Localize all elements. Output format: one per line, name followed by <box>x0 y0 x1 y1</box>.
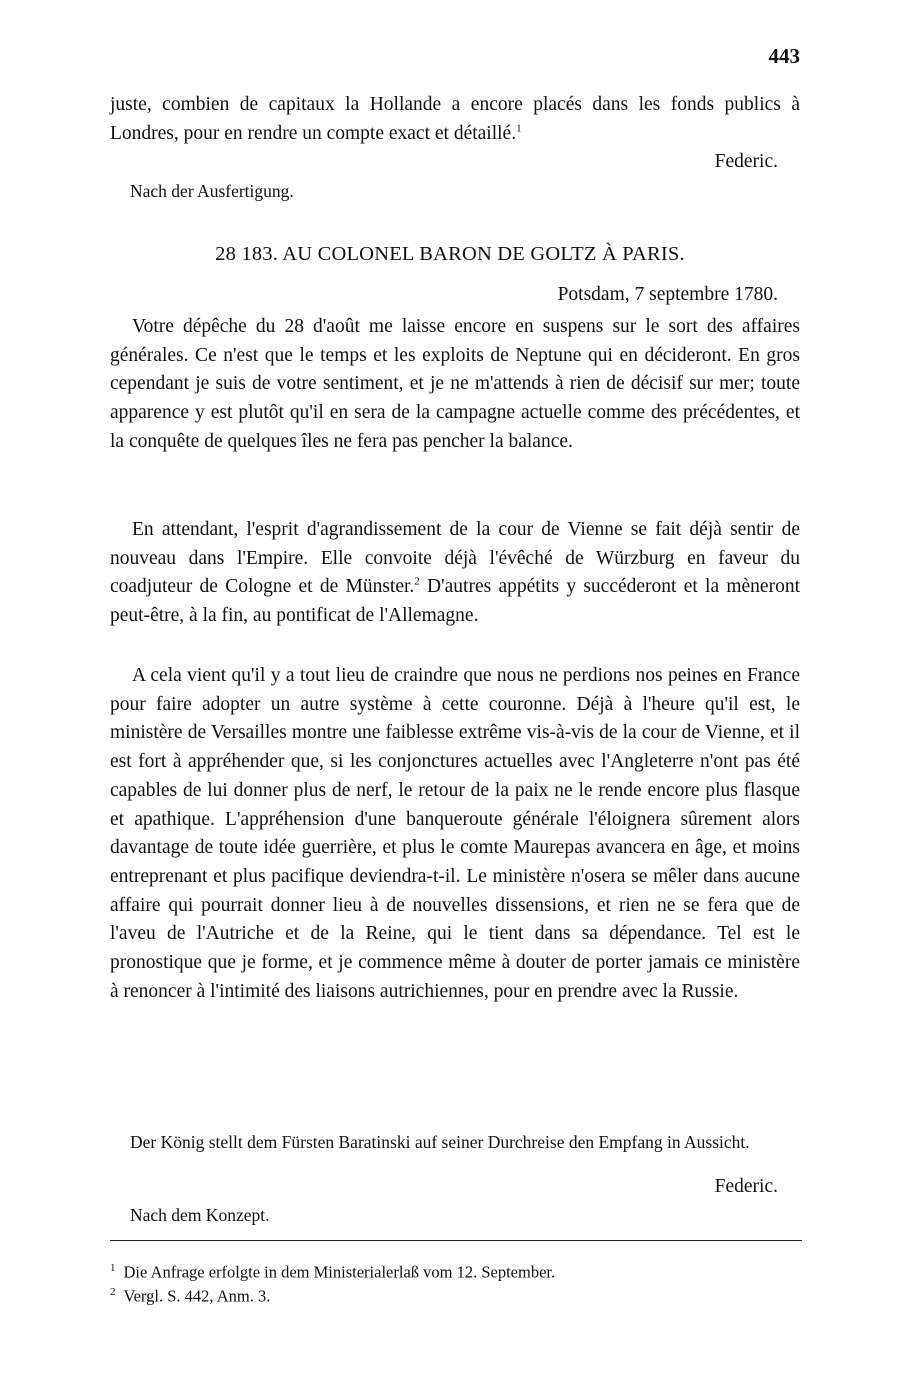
signature-1: Federic. <box>714 151 778 172</box>
footnote-2-mark: 2 <box>110 1286 116 1298</box>
paragraph-2-continuation: D'autres appétits y succéderont et la mèneront peut-être, à la fin, au pontificat de l'Allemagne. <box>110 576 800 627</box>
page-number: 443 <box>768 44 800 68</box>
top-paragraph <box>110 91 800 148</box>
footnote-1-text: Die Anfrage erfolgte in dem Ministerialerlaß vom 12. September. <box>123 1262 556 1282</box>
footnote-2 <box>110 1280 270 1309</box>
footnote-1-mark: 1 <box>110 1262 116 1274</box>
footnote-divider <box>110 1240 802 1241</box>
source-note-2: Nach dem Konzept. <box>130 1205 270 1225</box>
letter-heading: 28 183. AU COLONEL BARON DE GOLTZ À PARIS. <box>215 243 685 265</box>
signature-2: Federic. <box>714 1176 778 1197</box>
paragraph-1: Votre dépêche du 28 d'août me laisse encore en suspens sur le sort des affaires générales. Ce n'est que le temps et les exploits de Neptune qui en décideront. En gros cependant je suis de votre sentiment, et je ne m'attends à rien de décisif sur mer; toute apparence y est plutôt qu'il en sera de la campagne actuelle comme des précédentes, et la conquête de quelques îles ne fera pas pencher la balance. <box>110 316 800 452</box>
dateline: Potsdam, 7 septembre 1780. <box>557 284 778 305</box>
source-note-1: Nach der Ausfertigung. <box>130 181 294 201</box>
top-paragraph-text: juste, combien de capitaux la Hollande a encore placés dans les fonds publics à Londres, pour en rendre un compte exact et détaillé. <box>110 94 800 144</box>
paragraph-2-text: En attendant, l'esprit d'agrandissement de la cour de Vienne se fait déjà sentir de nouveau dans l'Empire. Elle convoite déjà l'évêché de Würzburg en faveur du coadjuteur de Cologne et de Münster. <box>110 519 800 598</box>
paragraph-2 <box>110 516 800 631</box>
small-note: Der König stellt dem Fürsten Baratinski auf seiner Durchreise den Empfang in Aussicht. <box>130 1132 750 1152</box>
footnote-ref-1: 1 <box>516 122 522 135</box>
footnote-ref-2: 2 <box>414 575 420 588</box>
footnote-2-text: Vergl. S. 442, Anm. 3. <box>123 1286 271 1306</box>
paragraph-3: A cela vient qu'il y a tout lieu de craindre que nous ne perdions nos peines en France pour faire adopter un autre système à cette couronne. Déjà à l'heure qu'il est, le ministère de Versailles montre une faiblesse extrême vis-à-vis de la cour de Vienne, et il est fort à appréhender que, si les conjonctures actuelles avec l'Angleterre n'ont pas été capables de lui donner plus de nerf, le retour de la paix ne le rende encore plus flasque et apathique. L'appréhension d'une banqueroute générale l'éloignera sûrement alors davantage de toute idée guerrière, et plus le comte Maurepas avancera en âge, et moins entreprenant et plus pacifique deviendra-t-il. Le ministère n'osera se mêler dans aucune affaire qui pourrait donner lieu à de nouvelles dissensions, et rien ne se fera que de l'aveu de l'Autriche et de la Reine, qui le tient dans sa dépendance. Tel est le pronostique que je forme, et je commence même à douter de porter jamais ce ministère à renoncer à l'intimité des liaisons autrichiennes, pour en prendre avec la Russie. <box>110 665 800 1002</box>
